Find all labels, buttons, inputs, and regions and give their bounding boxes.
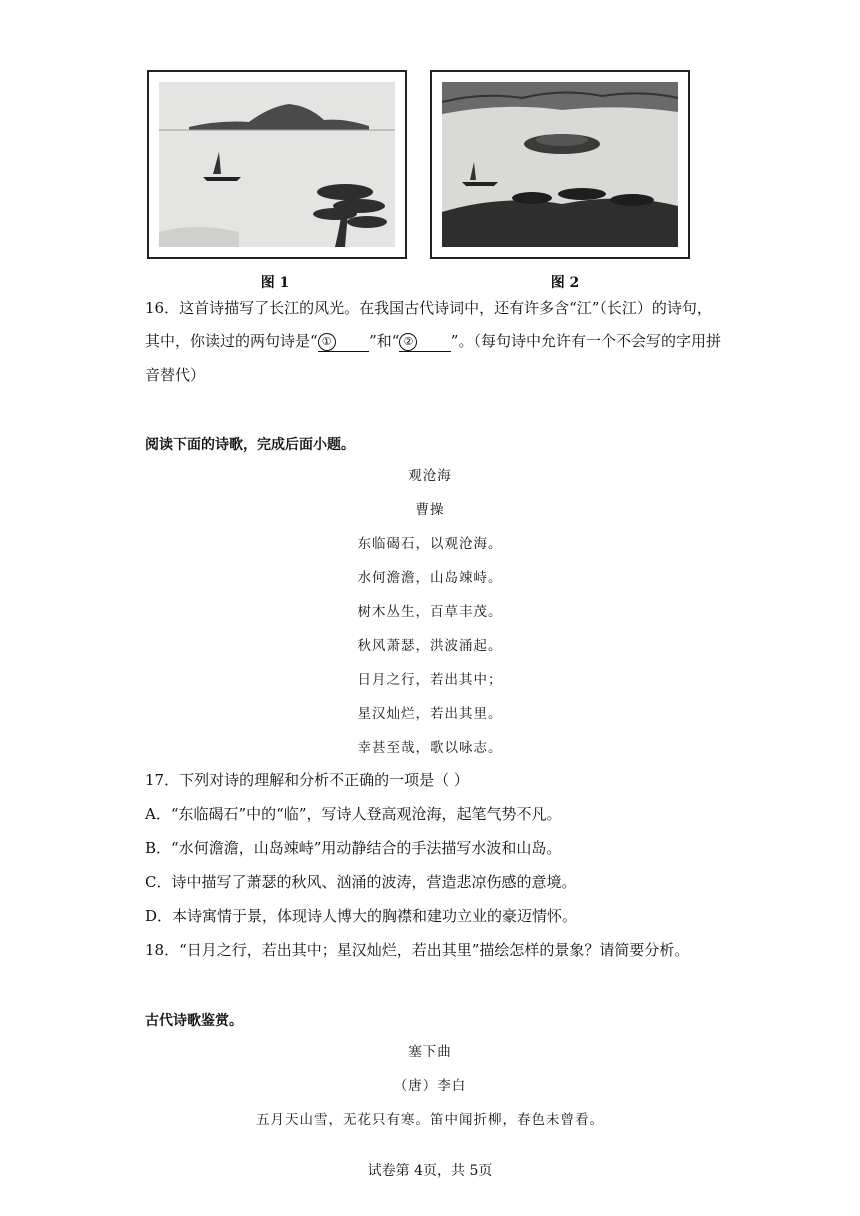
q17-option-c[interactable]: C．诗中描写了萧瑟的秋风、汹涌的波涛，营造悲凉伤感的意境。 bbox=[145, 873, 577, 891]
landscape-image-1 bbox=[159, 82, 395, 247]
poem-2-author: （唐）李白 bbox=[393, 1078, 467, 1094]
answer-blank-2[interactable] bbox=[399, 331, 450, 352]
q16-line-2 bbox=[145, 331, 721, 352]
poem-1-line: 树木丛生，百草丰茂。 bbox=[357, 604, 503, 620]
page-footer: 试卷第 4页，共 5页 bbox=[367, 1163, 493, 1179]
q16-line-3: 音替代） bbox=[145, 366, 206, 384]
q17-option-d[interactable]: D．本诗寓情于景，体现诗人博大的胸襟和建功立业的豪迈情怀。 bbox=[145, 907, 578, 925]
q17-stem: 17．下列对诗的理解和分析不正确的一项是（ ） bbox=[145, 771, 469, 789]
marker-2: ② bbox=[399, 333, 417, 351]
q16-line-2-c: ”。（每句诗中允许有一个不会写的字用拼 bbox=[450, 332, 721, 350]
poem-1-line: 东临碣石，以观沧海。 bbox=[357, 536, 503, 552]
poem-1-title: 观沧海 bbox=[408, 468, 452, 484]
figure-1-caption: 图 1 bbox=[260, 275, 290, 291]
q18-stem: 18．“日月之行，若出其中；星汉灿烂，若出其里”描绘怎样的景象？请简要分析。 bbox=[145, 941, 690, 959]
section-1-heading: 阅读下面的诗歌，完成后面小题。 bbox=[145, 437, 355, 453]
poem-2-line: 五月天山雪，无花只有寒。笛中闻折柳，春色未曾看。 bbox=[256, 1112, 604, 1128]
poem-1-line: 星汉灿烂，若出其里。 bbox=[357, 706, 503, 722]
poem-1-line: 幸甚至哉，歌以咏志。 bbox=[357, 740, 503, 756]
section-2-heading: 古代诗歌鉴赏。 bbox=[145, 1013, 243, 1029]
poem-2-title: 塞下曲 bbox=[408, 1044, 452, 1060]
q16-line-2-b: ”和“ bbox=[369, 332, 400, 350]
q16-line-1: 16．这首诗描写了长江的风光。在我国古代诗词中，还有许多含“江”（长江）的诗句， bbox=[145, 299, 712, 317]
figure-2-caption: 图 2 bbox=[550, 275, 580, 291]
q17-option-b[interactable]: B．“水何澹澹，山岛竦峙”用动静结合的手法描写水波和山岛。 bbox=[145, 839, 562, 857]
landscape-image-2 bbox=[442, 82, 678, 247]
poem-1-author: 曹操 bbox=[415, 502, 445, 518]
poem-1-line: 秋风萧瑟，洪波涌起。 bbox=[357, 638, 503, 654]
q17-option-a[interactable]: A．“东临碣石”中的“临”，写诗人登高观沧海，起笔气势不凡。 bbox=[145, 805, 562, 823]
poem-1-line: 水何澹澹，山岛竦峙。 bbox=[357, 570, 503, 586]
marker-1: ① bbox=[318, 333, 336, 351]
answer-blank-1[interactable] bbox=[318, 331, 369, 352]
figure-2 bbox=[430, 70, 690, 259]
figure-1 bbox=[147, 70, 407, 259]
poem-1-line: 日月之行，若出其中； bbox=[357, 672, 503, 688]
q16-line-2-a: 其中，你读过的两句诗是“ bbox=[145, 332, 318, 350]
